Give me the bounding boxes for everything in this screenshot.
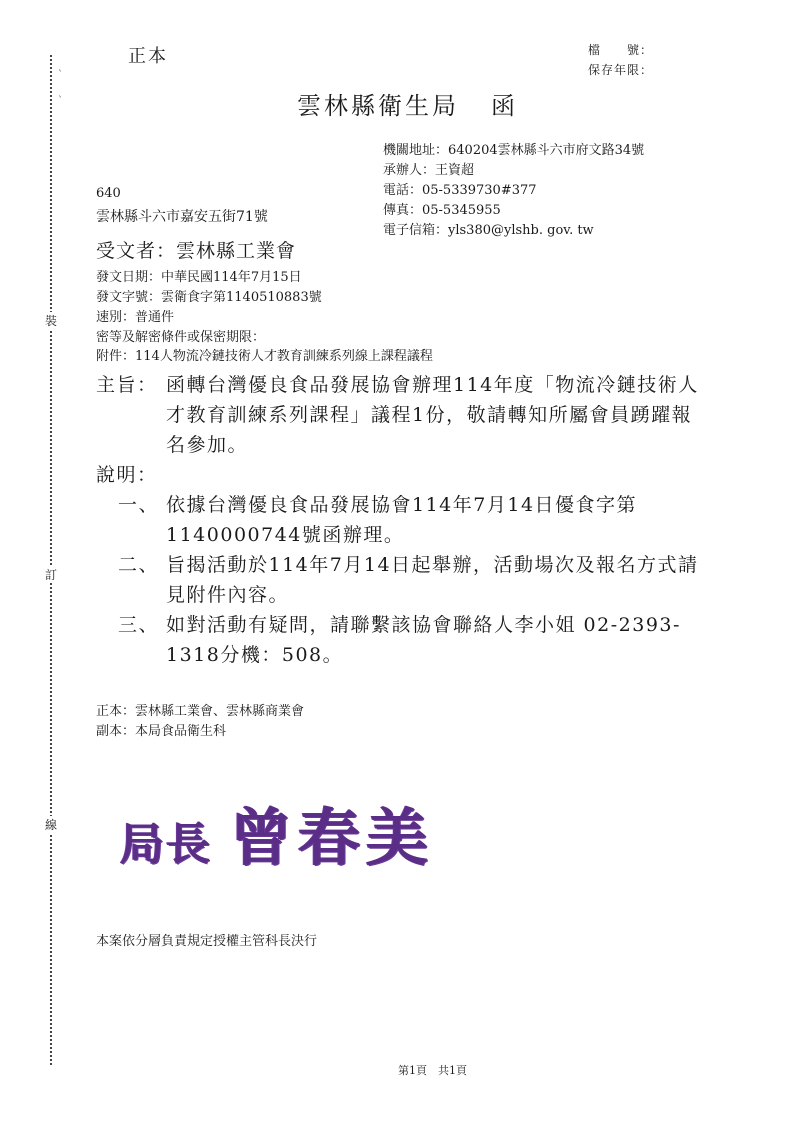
secrecy-level: 密等及解密條件或保密期限： bbox=[96, 330, 266, 345]
explanation-item-number: 一、 bbox=[118, 494, 160, 516]
agency-title bbox=[297, 86, 518, 121]
recipient-street: 雲林縣斗六市嘉安五街71號 bbox=[96, 209, 268, 225]
document-number: 發文字號：雲衛食字第1140510883號 bbox=[96, 290, 322, 305]
explanation-item-line: 旨揭活動於114年7月14日起舉辦，活動場次及報名方式請 bbox=[166, 554, 699, 576]
page-footer: 第1頁 共1頁 bbox=[398, 1064, 467, 1077]
explanation-label: 說明： bbox=[96, 464, 158, 486]
explanation-item-line: 如對活動有疑問，請聯繫該協會聯絡人李小姐 02-2393- bbox=[166, 614, 681, 636]
binding-tick: ˋ bbox=[58, 96, 63, 107]
document-type: 函 bbox=[491, 92, 518, 120]
fax: 傳真：05-5345955 bbox=[383, 203, 501, 218]
distribution-copy: 副本：本局食品衛生科 bbox=[96, 724, 227, 739]
explanation-item-line: 1140000744號函辦理。 bbox=[166, 524, 405, 546]
subject-line: 函轉台灣優良食品發展協會辦理114年度「物流冷鏈技術人 bbox=[166, 374, 699, 396]
email: 電子信箱：yls380@ylshb. gov. tw bbox=[383, 223, 594, 238]
binding-mark-zhuang: 裝 bbox=[42, 312, 60, 329]
recipient-postcode: 640 bbox=[96, 186, 121, 201]
authorization-note: 本案依分層負責規定授權主管科長決行 bbox=[96, 934, 318, 949]
seal-title: 局長 bbox=[120, 819, 212, 870]
explanation-item-line: 1318分機：508。 bbox=[166, 644, 344, 666]
subject-line: 才教育訓練系列課程」議程1份，敬請轉知所屬會員踴躍報 bbox=[166, 404, 693, 426]
binding-line bbox=[50, 55, 52, 1065]
explanation-item-line: 見附件內容。 bbox=[166, 584, 290, 606]
explanation-item-number: 二、 bbox=[118, 554, 160, 576]
seal-name: 曾春美 bbox=[230, 801, 435, 874]
distribution-main: 正本：雲林縣工業會、雲林縣商業會 bbox=[96, 704, 305, 719]
binding-tick: ˋ bbox=[58, 70, 63, 81]
director-seal bbox=[120, 788, 434, 877]
explanation-item-line: 依據台灣優良食品發展協會114年7月14日優食字第 bbox=[166, 494, 638, 516]
phone: 電話：05-5339730#377 bbox=[383, 183, 537, 198]
attachment: 附件：114人物流冷鏈技術人才教育訓練系列線上課程議程 bbox=[96, 349, 433, 364]
binding-mark-xian: 線 bbox=[42, 816, 60, 833]
recipient: 受文者：雲林縣工業會 bbox=[96, 240, 297, 262]
subject-label: 主旨： bbox=[96, 374, 158, 396]
subject-line: 名參加。 bbox=[166, 434, 249, 456]
agency-name: 雲林縣衛生局 bbox=[297, 92, 459, 120]
issue-date: 發文日期：中華民國114年7月15日 bbox=[96, 270, 302, 285]
explanation-item-number: 三、 bbox=[118, 614, 160, 636]
agency-address: 機關地址：640204雲林縣斗六市府文路34號 bbox=[383, 143, 645, 158]
handler: 承辦人：王資超 bbox=[383, 163, 475, 178]
retention-label: 保存年限： bbox=[588, 63, 654, 77]
copy-label: 正本 bbox=[128, 46, 168, 67]
delivery-speed: 速別：普通件 bbox=[96, 310, 175, 325]
binding-mark-ding: 訂 bbox=[42, 566, 60, 583]
file-number-label: 檔 號： bbox=[588, 43, 654, 57]
